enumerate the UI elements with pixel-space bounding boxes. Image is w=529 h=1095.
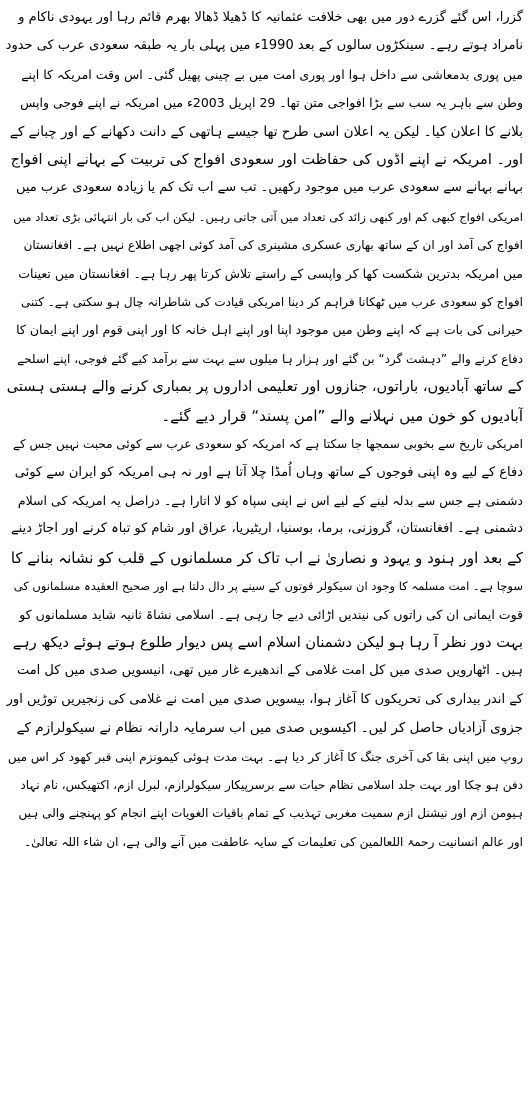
text-line: دفاع کرنے والے ”دہشت گرد“ بن گئے اور ہزار ہا میلوں سے بہت سے برآمد کیے گئے فوجی، اپنے اسلحے: [17, 351, 523, 366]
text-line: کے اندر بیداری کی تحریکوں کا آغاز ہوا، بیسویں صدی میں امت نے غلامی کی زنجیریں توڑیں اور: [6, 691, 523, 707]
text-line: دشمنی ہے جس سے بدلہ لینے کے لیے اس نے اپنی سپاہ کو لا اتارا ہے۔ دراصل یہ امریکہ کی اسلام: [17, 492, 523, 508]
text-line: روپ میں اپنی بقا کی آخری جنگ کا آغاز کر دیا ہے۔ بہت مدت ہوئی کیمونزم اپنی قبر کھود کر اس میں: [7, 749, 523, 764]
text-line: قوت ایمانی ان کی راتوں کی نیندیں اڑائی دیے جا رہی ہے۔ اسلامی نشاۃ ثانیہ شاید مسلمانوں کو: [19, 606, 523, 622]
text-line: بلانے کا اعلان کیا۔ لیکن یہ اعلان اسی طرح تھا جیسے ہاتھی کے دانت دکھانے کے اور چبانے کے: [9, 123, 523, 140]
text-line: بہت دور نظر آ رہا ہو لیکن دشمنان اسلام اسے پس دیوار طلوع ہوتے ہوئے دیکھ رہے: [12, 634, 523, 651]
text-line: افواج کی آمد اور ان کے ساتھ بھاری عسکری مشینری کی آمد کوئی اچھی اطلاع نہیں ہے۔ افغانستان: [23, 238, 523, 253]
text-line: دشمنی ہے۔ افغانستان، گروزنی، برما، بوسنیا، اریٹیریا، عراق اور شام کو تباہ کرنے اور اجاڑ دینے: [10, 521, 523, 537]
text-line: گزرا، اس گئے گزرے دور میں بھی خلافت عثمانیہ کا ڈھیلا ڈھالا بھرم قائم رہا اور یہودی ناکام و: [18, 10, 523, 25]
text-line: دفن ہو چکا اور بہت جلد اسلامی نظام حیات سے برسرپیکار سیکولرازم، لبرل ازم، اکتھیکس، نام نہاد: [20, 777, 523, 792]
text-line: میں امریکہ بدترین شکست کھا کر واپسی کے راستے تلاش کرتا پھر رہا ہے۔ افغانستان میں تعینات: [18, 265, 523, 281]
text-line: امریکی افواج کبھی کم اور کبھی زائد کی تعداد میں آتی جاتی رہیں۔ لیکن اب کی بار انتہائی بڑی تعداد میں: [13, 209, 523, 224]
text-line: وطن سے باہر یہ سب سے بڑا افواجی متن تھا۔ 29 اپریل 2003ء میں امریکہ نے اپنے فوجی واپس: [20, 95, 523, 111]
text-line: دفاع کے لیے وہ اپنی فوجوں کے ساتھ وہاں اُمڈا چلا آتا ہے اور نہ ہی امریکہ کو ایران سے کوئی: [14, 464, 523, 480]
text-line: اور عالم انسانیت رحمۃ اللعالمین کی تعلیمات کے سایہ عاطفت میں آنے والی ہے، ان شاء اللہ تعالیٰ۔: [24, 834, 523, 849]
text-line: ہیومن ازم اور نیشنل ازم سمیت مغربی تہذیب کے تمام باقیات الغویات اپنے انجام کو پہنچنے والی ہیں: [18, 806, 523, 821]
text-line: اور۔ امریکہ نے اپنے اڈوں کی حفاظت اور سعودی افواج کی تربیت کے بہانے اپنی افواج: [10, 152, 523, 169]
text-line: امریکی تاریخ سے بخوبی سمجھا جا سکتا ہے کہ امریکہ کو سعودی عرب سے کوئی محبت نہیں جس کے: [12, 437, 523, 452]
text-line: بہانے بہانے سے سعودی عرب میں موجود رکھیں۔ تب سے اب تک کم یا زیادہ سعودی عرب میں: [15, 180, 523, 196]
text-line: کے ساتھ آبادیوں، باراتوں، جنازوں اور تعلیمی اداروں پر بمباری کرنے والے ہستی ہستی: [6, 379, 523, 396]
text-line: جزوی آزادیاں حاصل کر لیں۔ اکیسویں صدی میں اب سرمایہ دارانہ نظام نے سیکولرازم کے: [16, 720, 523, 737]
text-line: حیرانی کی بات ہے کہ اپنے وطن میں موجود اپنا اور اپنے اہل خانہ کا اور اپنی قوم اور اپنے ایمان کا: [16, 322, 523, 338]
text-line: افواج کو سعودی عرب میں ٹھکانا فراہم کر دینا امریکی قیادت کی شاطرانہ چال ہو سکتی ہے۔ کتنی: [21, 295, 523, 310]
text-line: میں پوری بدمعاشی سے داخل ہوا اور پوری امت میں بے چینی پھیل گئی۔ اس وقت امریکہ کا اپنے: [21, 66, 523, 82]
paragraph-2: [6, 430, 523, 856]
text-line: ہیں۔ اٹھارویں صدی میں کل امت غلامی کے اندھیرے غار میں تھی، انیسویں صدی میں کل امت: [16, 663, 523, 679]
text-line: کے بعد اور ہنود و یہود و نصاریٰ نے اب تاک کر مسلمانوں کے قلب کو نشانہ بنانے کا: [10, 548, 523, 567]
paragraph-1: [6, 4, 523, 430]
text-line: نامراد ہوتے رہے۔ سینکڑوں سالوں کے بعد 1990ء میں پہلی بار یہ طبقہ سعودی عرب کی حدود: [6, 38, 523, 54]
text-line: آبادیوں کو خون میں نہلانے والے ”امن پسند“ قرار دیے گئے۔: [161, 406, 523, 425]
text-line: سوچا ہے۔ امت مسلمہ کا وجود ان سیکولر قوتوں کے سینے پر دال دلتا ہے اور صحیح العقیدہ مسلمانوں کی: [13, 579, 523, 594]
